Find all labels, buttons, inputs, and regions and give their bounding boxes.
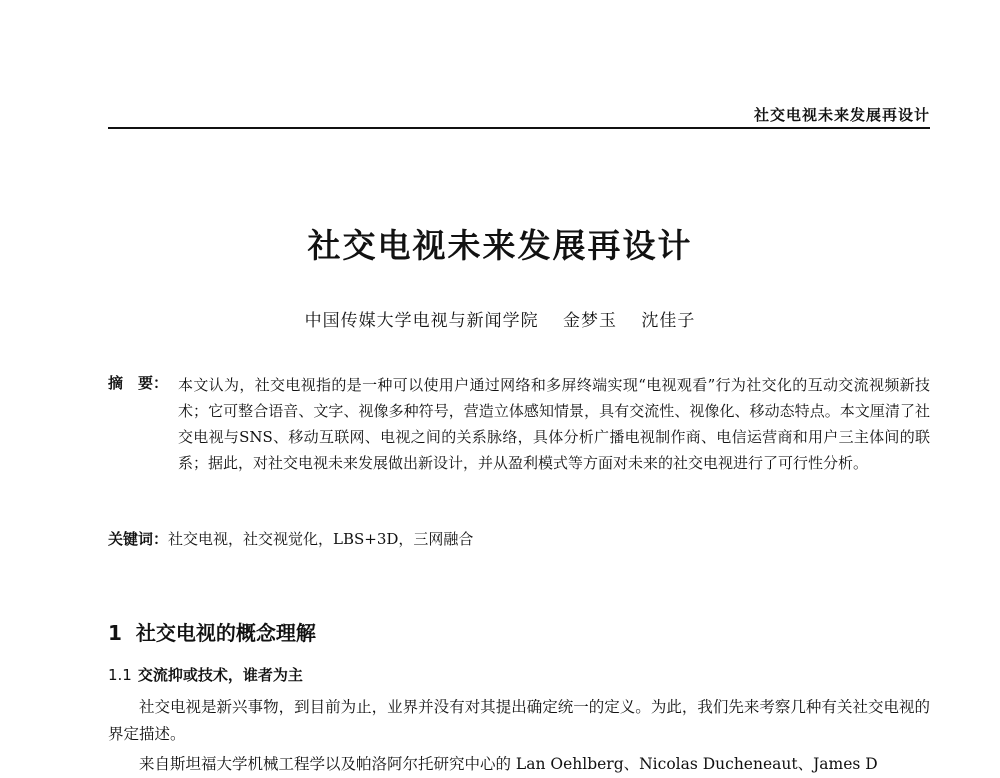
abstract xyxy=(108,372,930,476)
subsection-title: 交流抑或技术，谁者为主 xyxy=(137,666,303,684)
running-header: 社交电视未来发展再设计 xyxy=(753,106,930,124)
section-heading xyxy=(108,617,316,646)
affiliation: 中国传媒大学电视与新闻学院 xyxy=(304,311,539,331)
author-name: 金梦玉 xyxy=(563,311,617,331)
abstract-text: 本文认为，社交电视指的是一种可以使用户通过网络和多屏终端实现“电视观看”行为社交化的互动交流视频新技术；它可整合语音、文字、视像多种符号，营造立体感知情景，具有交流性、视像化、移动态特点。本文厘清了社交电视与SNS、移动互联网、电视之间的关系脉络，具体分析广播电视制作商、电信运营商和用户三主体间的联系；据此，对社交电视未来发展做出新设计，并从盈利模式等方面对未来的社交电视进行了可行性分析。 xyxy=(178,376,930,472)
keywords xyxy=(108,528,473,549)
section-title: 社交电视的概念理解 xyxy=(135,621,316,645)
subsection-number: 1.1 xyxy=(108,666,132,684)
section-number: 1 xyxy=(108,621,122,645)
keywords-label: 关键词： xyxy=(108,530,169,548)
paper-title: 社交电视未来发展再设计 xyxy=(307,226,693,265)
body-paragraph: 社交电视是新兴事物，到目前为止，业界并没有对其提出确定统一的定义。为此，我们先来考察几种有关社交电视的界定描述。 xyxy=(108,698,930,743)
author-name: 沈佳子 xyxy=(641,311,696,331)
keywords-text: 社交电视，社交视觉化，LBS+3D，三网融合 xyxy=(168,530,474,548)
body-paragraph-partial: 来自斯坦福大学机械工程学以及帕洛阿尔托研究中心的 Lan Oehlberg、Nicolas Ducheneaut、James D xyxy=(139,755,878,773)
header-rule xyxy=(108,127,930,129)
abstract-label: 摘 要： xyxy=(108,374,169,392)
subsection-heading xyxy=(108,664,303,685)
author-line xyxy=(0,306,1000,331)
